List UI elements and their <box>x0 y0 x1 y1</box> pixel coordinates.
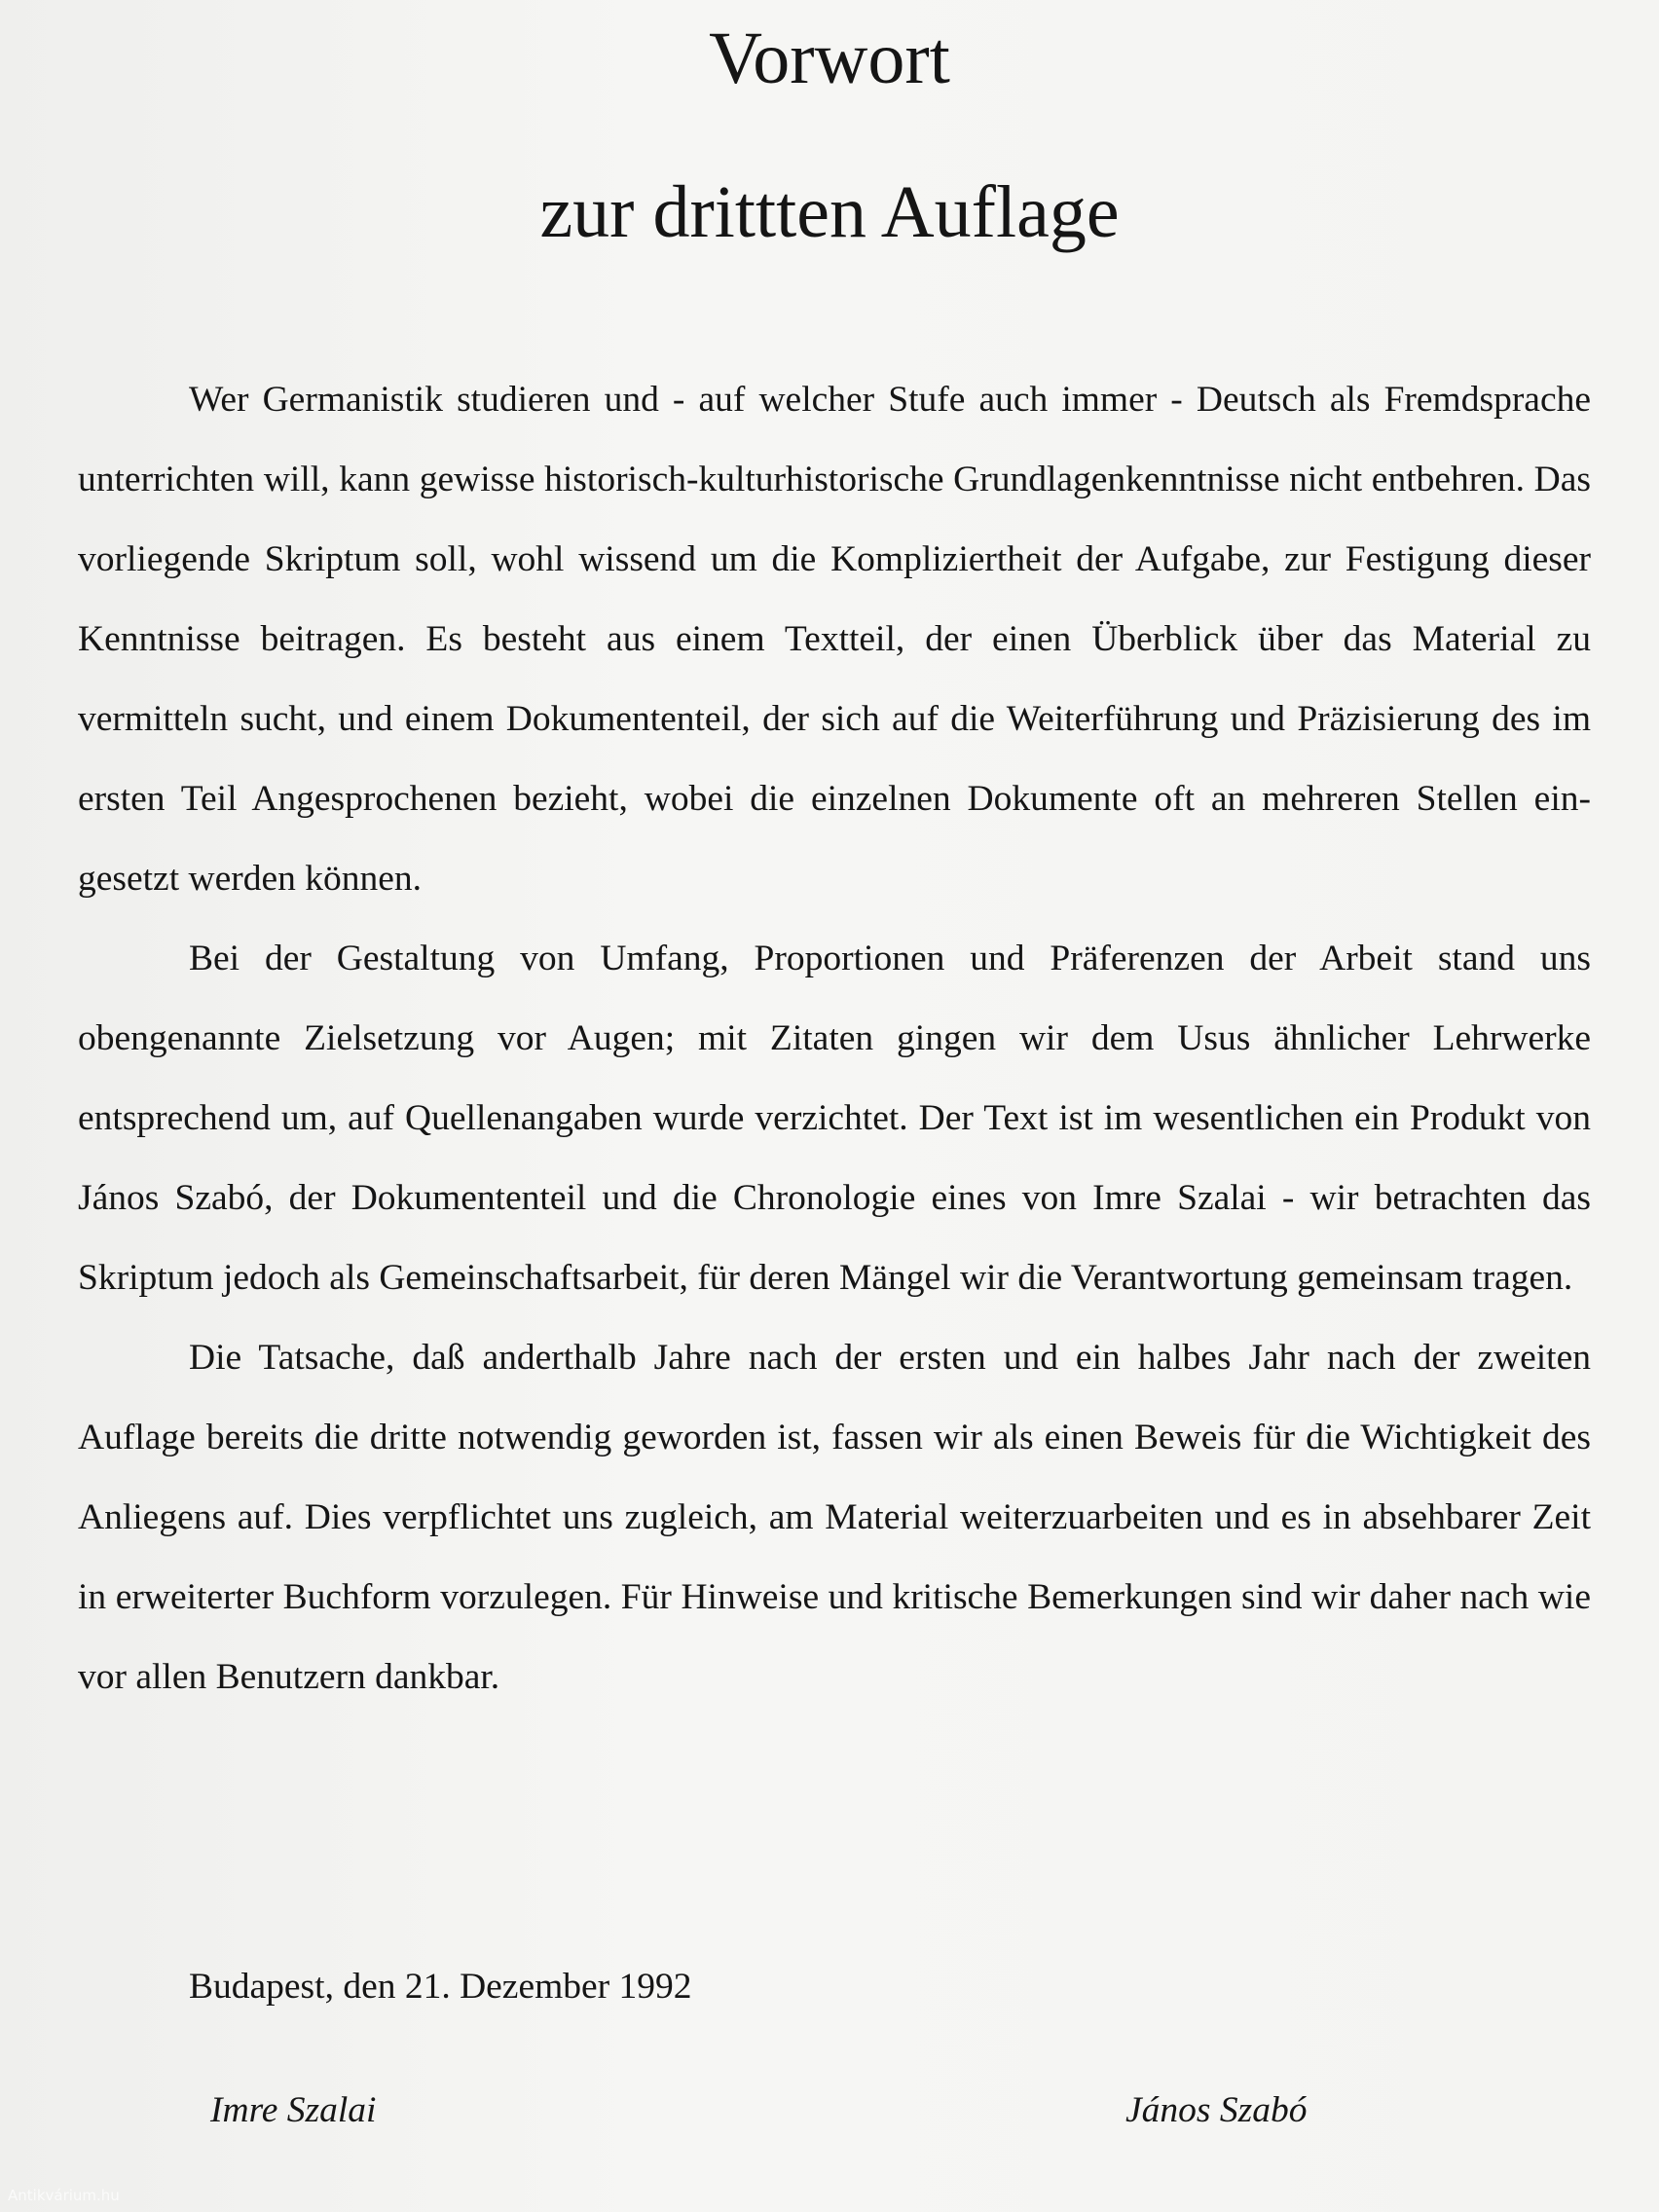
place-date: Budapest, den 21. Dezember 1992 <box>189 1967 692 2007</box>
preface-body <box>78 360 1591 1717</box>
signature-left: Imre Szalai <box>210 2090 377 2130</box>
signature-right: János Szabó <box>1125 2090 1308 2130</box>
paragraph-3: Die Tatsache, daß anderthalb Jahre nach der ersten und ein halbes Jahr nach der zweiten Auflage bereits die dritte notwendig geworden ist, fassen wir als einen Beweis für die Wichtigkeit des Anliegens auf. Dies verpflichtet uns zugleich, am Material weiterzuarbeiten und es in absehbarer Zeit in erweiterter Buchform vorzulegen. Für Hinweise und kritische Bemerkungen sind wir daher nach wie vor allen Benutzern dankbar. <box>78 1338 1591 1697</box>
page-subtitle: zur drittten Auflage <box>539 171 1120 253</box>
paragraph-1: Wer Germanistik studieren und - auf welcher Stufe auch immer - Deutsch als Fremdsprache unterrichten will, kann gewisse historisch-kulturhistorische Grundlagenkenntnisse nicht entbehren. Das vorliegende Skriptum soll, wohl wissend um die Kompliziertheit der Aufgabe, zur Festigung dieser Kenntnisse beitragen. Es besteht aus einem Textteil, der einen Überblick über das Material zu vermitteln sucht, und einem Dokumententeil, der sich auf die Weiterführung und Präzisierung des im ersten Teil Angesprochenen bezieht, wobei die einzelnen Dokumente oft an mehreren Stellen eingesetzt werden können. <box>78 380 1591 899</box>
page-title: Vorwort <box>709 18 950 99</box>
watermark-text: Antikvárium.hu <box>8 2187 120 2204</box>
paragraph-2: Bei der Gestaltung von Umfang, Proportionen und Präferenzen der Arbeit stand uns obengenannte Zielsetzung vor Augen; mit Zitaten gingen wir dem Usus ähnlicher Lehrwerke entsprechend um, auf Quellenangaben wurde verzichtet. Der Text ist im wesentlichen ein Produkt von János Szabó, der Dokumententeil und die Chronologie eines von Imre Szalai - wir betrachten das Skriptum jedoch als Gemeinschaftsarbeit, für deren Mängel wir die Verantwortung gemeinsam tragen. <box>78 939 1591 1298</box>
